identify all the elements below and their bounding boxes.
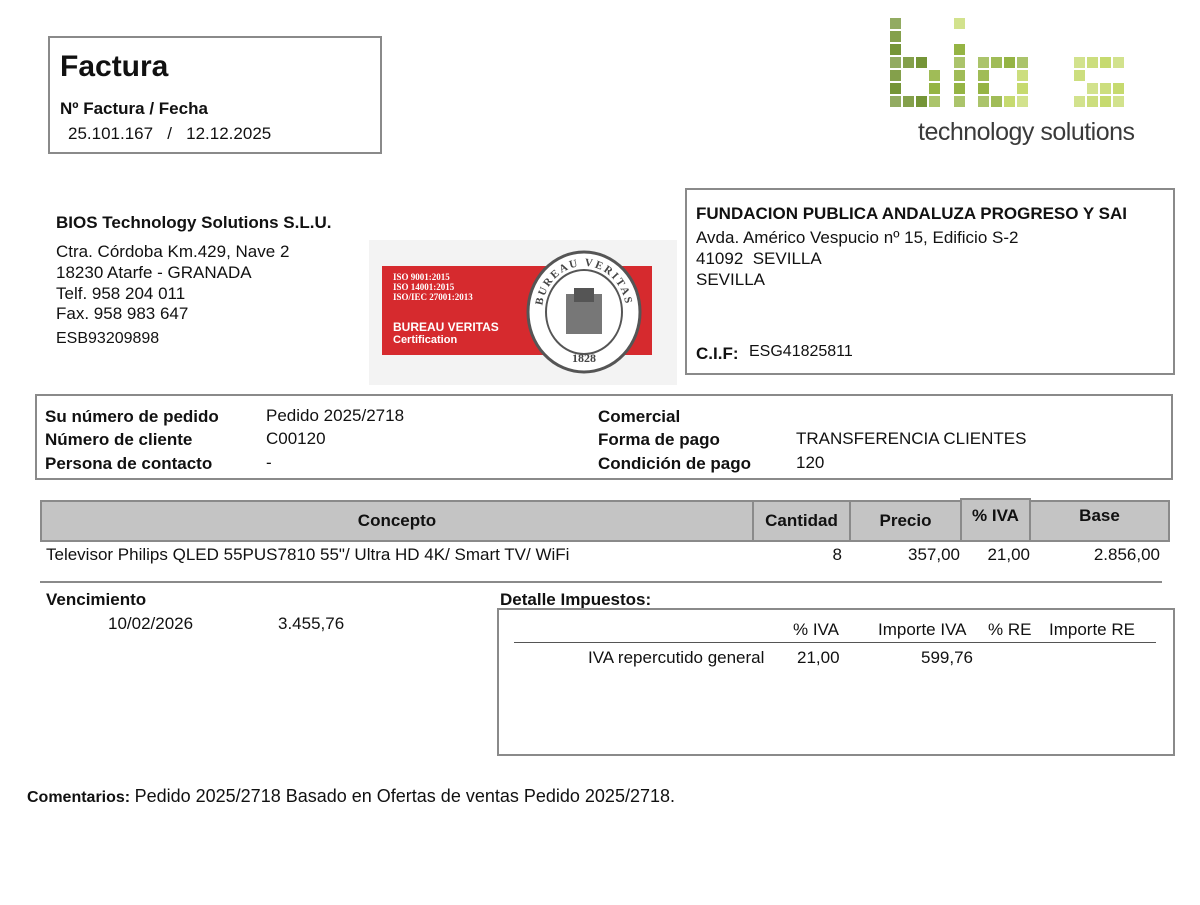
logo-pixel (890, 18, 901, 29)
logo-pixel (929, 70, 940, 81)
client-number-label: Número de cliente (45, 430, 193, 449)
certification-iso-list (393, 272, 473, 302)
payment-method-label: Forma de pago (598, 430, 720, 449)
iso-9001: ISO 9001:2015 (393, 272, 450, 282)
logo-pixel (954, 44, 965, 55)
client-address-line2: 41092 SEVILLA (696, 249, 822, 268)
bios-logo-tagline: technology solutions (918, 118, 1135, 146)
due-label: Vencimiento (46, 590, 147, 609)
tax-row-vat: 21,00 (797, 648, 840, 667)
logo-pixel (890, 96, 901, 107)
item-price: 357,00 (908, 545, 960, 564)
client-cif-label: C.I.F: (696, 344, 739, 363)
logo-pixel (954, 96, 965, 107)
due-amount: 3.455,76 (278, 614, 345, 633)
client-box (685, 188, 1175, 375)
table-row (40, 545, 1170, 569)
tax-header-vat-amount: Importe IVA (878, 620, 967, 639)
logo-pixel (1100, 83, 1111, 94)
table-divider (40, 581, 1162, 583)
logo-pixel (954, 18, 965, 29)
tax-header-divider (514, 642, 1156, 643)
tax-header-vat: % IVA (793, 620, 839, 639)
logo-pixel (1004, 96, 1015, 107)
certification-logo (369, 240, 677, 385)
comments-label: Comentarios: (27, 789, 131, 806)
invoice-number-date-value: 25.101.167 / 12.12.2025 (68, 124, 272, 143)
certification-sub: Certification (393, 334, 458, 346)
certification-org: BUREAU VERITAS (393, 320, 499, 334)
col-header-quantity: Cantidad (752, 500, 851, 542)
company-phone: Telf. 958 204 011 (56, 284, 186, 303)
tax-detail-box (497, 608, 1175, 756)
logo-pixel (978, 83, 989, 94)
logo-pixel (1017, 83, 1028, 94)
tax-detail-label: Detalle Impuestos: (500, 590, 652, 609)
logo-pixel (903, 96, 914, 107)
logo-pixel (1017, 70, 1028, 81)
bureau-veritas-seal-icon (524, 248, 644, 376)
col-header-concept: Concepto (40, 500, 754, 542)
company-fax: Fax. 958 983 647 (56, 304, 189, 323)
logo-pixel (916, 96, 927, 107)
order-details-box (35, 394, 1173, 480)
logo-pixel (1100, 96, 1111, 107)
client-name: FUNDACION PUBLICA ANDALUZA PROGRESO Y SAI (696, 204, 1128, 223)
logo-pixel (890, 44, 901, 55)
contact-value: - (266, 453, 272, 472)
logo-pixel (890, 70, 901, 81)
company-address-line2: 18230 Atarfe - GRANADA (56, 263, 252, 282)
logo-pixel (1074, 57, 1085, 68)
logo-pixel (1087, 57, 1098, 68)
logo-pixel (991, 96, 1002, 107)
logo-pixel (1074, 70, 1085, 81)
logo-pixel (954, 83, 965, 94)
comments-text: Pedido 2025/2718 Basado en Ofertas de ventas Pedido 2025/2718. (134, 786, 675, 806)
logo-pixel (929, 96, 940, 107)
logo-pixel (1113, 83, 1124, 94)
logo-pixel (1087, 96, 1098, 107)
logo-pixel (1004, 57, 1015, 68)
invoice-number-date-label: Nº Factura / Fecha (60, 99, 208, 118)
invoice-header-box (48, 36, 382, 154)
item-quantity: 8 (832, 545, 842, 564)
payment-method-value: TRANSFERENCIA CLIENTES (796, 429, 1027, 448)
company-address-line1: Ctra. Córdoba Km.429, Nave 2 (56, 242, 290, 261)
logo-pixel (1017, 57, 1028, 68)
logo-pixel (1017, 96, 1028, 107)
logo-pixel (890, 83, 901, 94)
company-name: BIOS Technology Solutions S.L.U. (56, 213, 332, 232)
comments (27, 786, 675, 807)
tax-header-re: % RE (988, 620, 1032, 639)
col-header-vat: % IVA (960, 498, 1031, 542)
seal-text: BUREAU VERITAS (533, 256, 635, 307)
item-vat: 21,00 (987, 545, 1030, 564)
logo-pixel (954, 57, 965, 68)
order-number-label: Su número de pedido (45, 407, 219, 426)
item-base: 2.856,00 (1093, 545, 1160, 564)
logo-pixel (1100, 57, 1111, 68)
contact-label: Persona de contacto (45, 454, 213, 473)
iso-27001: ISO/IEC 27001:2013 (393, 292, 473, 302)
invoice-title: Factura (60, 50, 169, 83)
logo-pixel (978, 96, 989, 107)
due-date: 10/02/2026 (108, 614, 194, 633)
logo-pixel (954, 70, 965, 81)
item-concept: Televisor Philips QLED 55PUS7810 55"/ Ultra HD 4K/ Smart TV/ WiFi (46, 545, 570, 564)
tax-row-vat-amount: 599,76 (921, 648, 973, 667)
logo-pixel (1074, 96, 1085, 107)
client-number-value: C00120 (266, 429, 326, 448)
logo-pixel (1113, 57, 1124, 68)
logo-pixel (916, 57, 927, 68)
tax-row-type: IVA repercutido general (588, 648, 765, 667)
logo-pixel (929, 83, 940, 94)
bios-logo (884, 12, 1170, 152)
logo-pixel (978, 57, 989, 68)
col-header-price: Precio (849, 500, 962, 542)
logo-pixel (991, 57, 1002, 68)
client-address-line3: SEVILLA (696, 270, 765, 289)
payment-condition-value: 120 (796, 453, 825, 472)
order-number-value: Pedido 2025/2718 (266, 406, 405, 425)
client-cif-value: ESG41825811 (749, 343, 853, 360)
iso-14001: ISO 14001:2015 (393, 282, 455, 292)
logo-pixel (890, 57, 901, 68)
logo-pixel (978, 70, 989, 81)
logo-pixel (1113, 96, 1124, 107)
logo-pixel (903, 57, 914, 68)
seal-year: 1828 (572, 351, 596, 365)
payment-condition-label: Condición de pago (598, 454, 751, 473)
client-address-line1: Avda. Américo Vespucio nº 15, Edificio S-2 (696, 228, 1019, 247)
commercial-label: Comercial (598, 407, 681, 426)
tax-header-re-amount: Importe RE (1049, 620, 1135, 639)
col-header-base: Base (1029, 500, 1170, 542)
logo-pixel (1087, 83, 1098, 94)
company-tax-id: ESB93209898 (56, 330, 160, 347)
logo-pixel (890, 31, 901, 42)
